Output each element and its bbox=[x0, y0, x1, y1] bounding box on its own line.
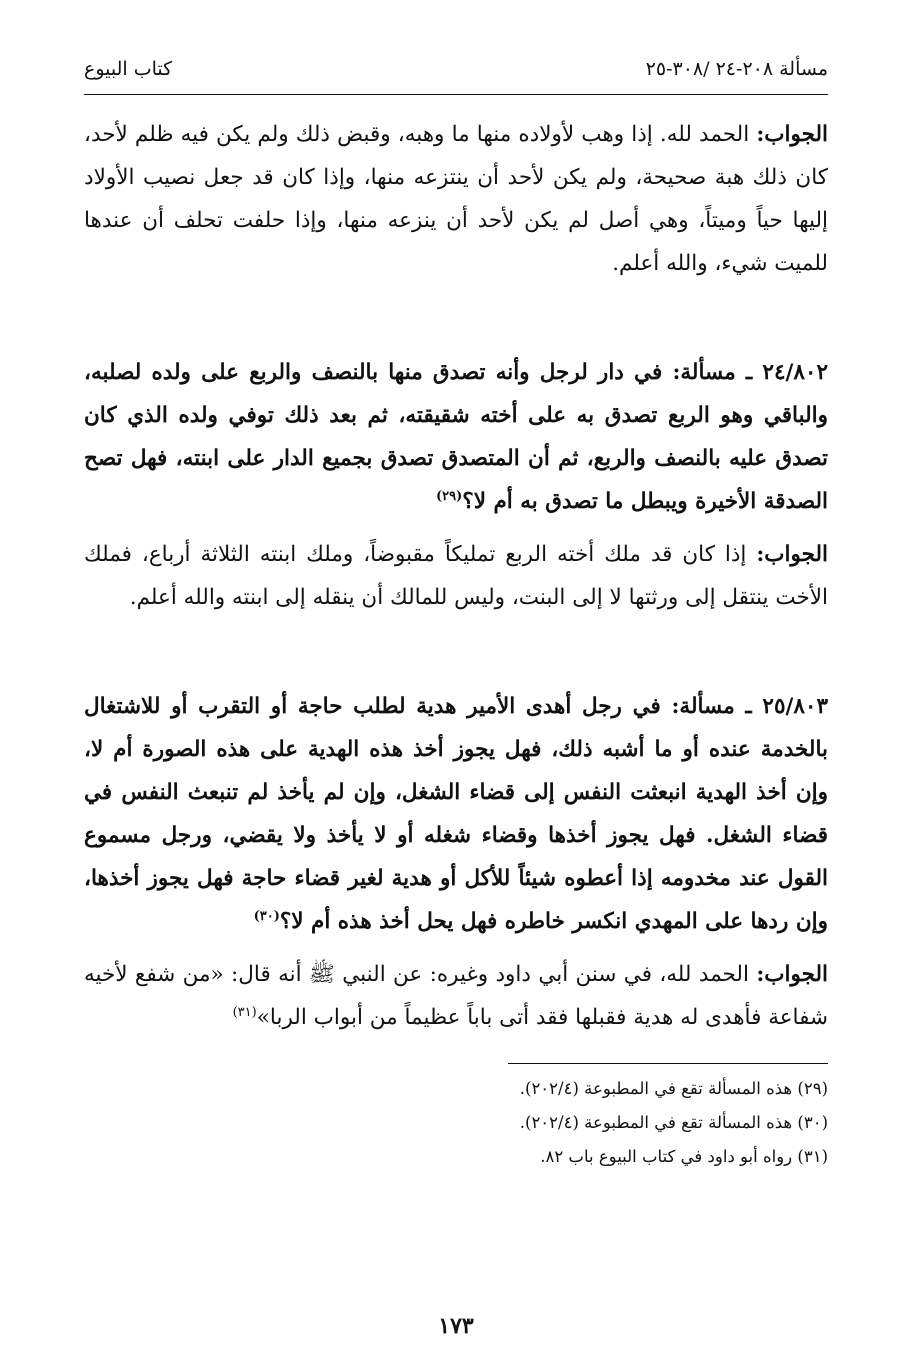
answer-text: الحمد لله. إذا وهب لأولاده منها ما وهبه، وقبض ذلك ولم يكن فيه ظلم لأحد، كان ذلك هبة صحيحة، ولم يكن لأحد أن ينتزعه منها، وإذا كان قد جعل نصيب الأولاد إليها حياً وميتاً، وهي أصل لم يكن لأحد أن ينزعه منها، وإذا حلفت تحلف أن عندها للميت شيء، والله أعلم. bbox=[84, 122, 828, 276]
footnote-ref: (٣٠) bbox=[253, 908, 280, 924]
question-text: في دار لرجل وأنه تصدق منها بالنصف والربع على ولده لصلبه، والباقي وهو الربع تصدق به على أخته شقيقته، ثم بعد ذلك توفي ولده الذي كان تصدق عليه بالنصف والربع، ثم أن المتصدق تصدق بجميع الدار على ابنته، فهل تصح الصدقة الأخيرة ويبطل ما تصدق به أم لا؟ bbox=[84, 360, 828, 514]
page-number: ١٧٣ bbox=[438, 1313, 474, 1339]
answer-paragraph-3 bbox=[84, 953, 828, 1039]
header-section-range: مسألة ٢٠٨-٢٤ /٣٠٨-٢٥ bbox=[645, 58, 828, 80]
footnote-29: (٢٩) هذه المسألة تقع في المطبوعة (٢٠٢/٤). bbox=[519, 1079, 828, 1098]
answer-label: الجواب: bbox=[756, 542, 828, 567]
main-text bbox=[84, 113, 828, 1174]
question-paragraph-803 bbox=[84, 685, 828, 943]
answer-text: الحمد لله، في سنن أبي داود وغيره: عن النبي ﷺ أنه قال: «من شفع لأخيه شفاعة فأهدى له هدية فقبلها فقد أتى باباً عظيماً من أبواب الربا» bbox=[84, 962, 828, 1030]
answer-label: الجواب: bbox=[756, 122, 828, 147]
question-text: في رجل أهدى الأمير هدية لطلب حاجة أو التقرب أو للاشتغال بالخدمة عنده أو ما أشبه ذلك، فهل يجوز أخذ هذه الهدية على هذه الصورة أم لا، وإن أخذ الهدية انبعثت النفس إلى قضاء الشغل، وإن لم يأخذ لم تنبعث النفس في قضاء الشغل. فهل يجوز أخذها وقضاء شغله أو لا يأخذ ولا يقضي، ورجل مسموع القول عند مخدومه إذا أعطوه شيئاً للأكل أو هدية لغير قضاء حاجة فهل يجوز أخذها، وإن ردها على المهدي انكسر خاطره فهل يحل أخذ هذه أم لا؟ bbox=[84, 694, 829, 934]
question-number: ٢٥/٨٠٣ ـ مسألة: bbox=[671, 694, 828, 719]
section-divider bbox=[84, 293, 828, 345]
footnote-ref: (٢٩) bbox=[436, 488, 463, 504]
footnote-31: (٣١) رواه أبو داود في كتاب البيوع باب ٨٢. bbox=[540, 1147, 828, 1166]
running-header bbox=[84, 58, 828, 92]
footnote-30: (٣٠) هذه المسألة تقع في المطبوعة (٢٠٢/٤). bbox=[519, 1113, 828, 1132]
footnote-ref: (٣١) bbox=[232, 1004, 257, 1020]
question-number: ٢٤/٨٠٢ ـ مسألة: bbox=[672, 360, 828, 385]
section-divider bbox=[84, 627, 828, 679]
footnotes bbox=[84, 1072, 828, 1174]
footnote-rule bbox=[508, 1063, 828, 1064]
answer-label: الجواب: bbox=[756, 962, 828, 987]
header-rule bbox=[84, 94, 828, 95]
answer-text: إذا كان قد ملك أخته الربع تمليكاً مقبوضاً، وملك ابنته الثلاثة أرباع، فملك الأخت ينتقل إلى ورثتها لا إلى البنت، وليس للمالك أن ينقله إلى ابنته والله أعلم. bbox=[84, 542, 828, 610]
question-paragraph-802 bbox=[84, 351, 828, 523]
header-book-title: كتاب البيوع bbox=[84, 58, 173, 80]
answer-paragraph-2 bbox=[84, 533, 828, 619]
answer-paragraph-1 bbox=[84, 113, 828, 285]
